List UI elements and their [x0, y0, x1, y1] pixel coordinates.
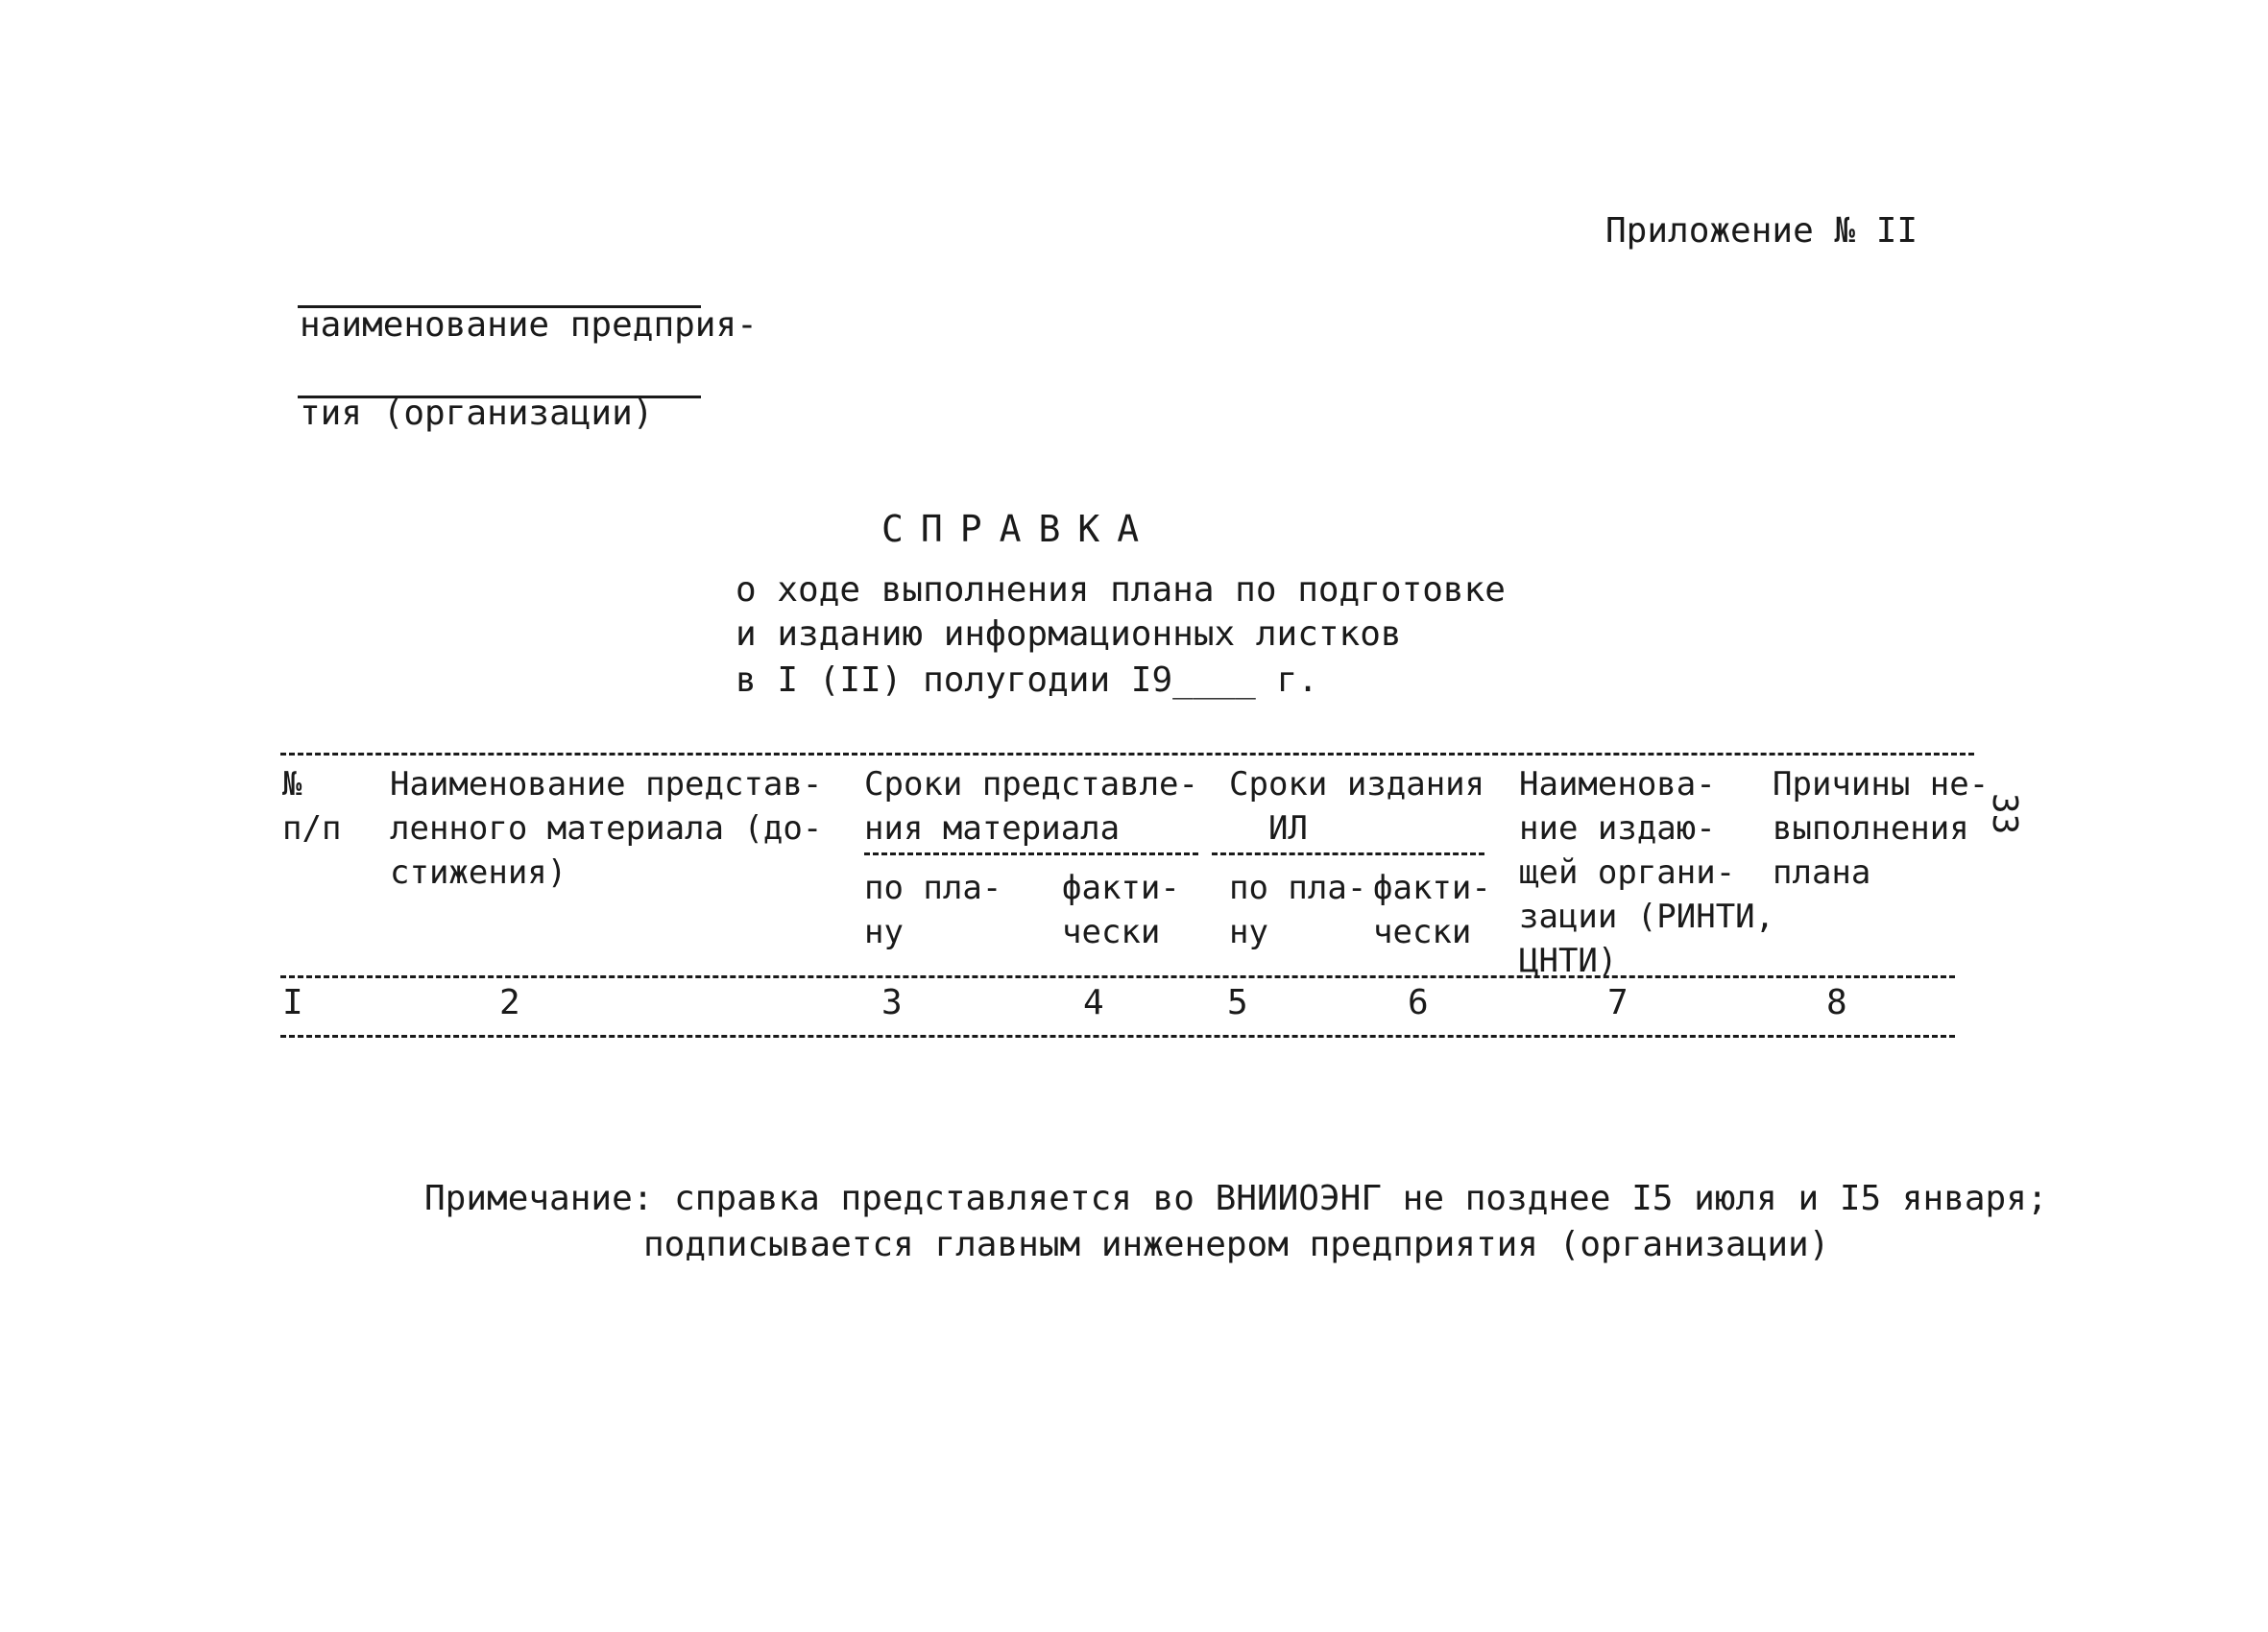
header-col5: по пла- ну — [1229, 869, 1367, 951]
header-col7: Наименова- ние издаю- щей органи- зации (РИНТИ, ЦНТИ) — [1519, 765, 1775, 980]
subheader-divider-left — [864, 852, 1198, 855]
subtitle-line2: и изданию информационных листков — [736, 614, 1402, 654]
header-col6: факти- чески — [1373, 869, 1491, 951]
table-top-border — [280, 753, 1974, 756]
subtitle-line1: о ходе выполнения плана по подготовке — [736, 570, 1506, 610]
column-number-7: 7 — [1607, 983, 1629, 1022]
note-line1: Примечание: справка представляется во ВНИИОЭНГ не позднее I5 июля и I5 января; — [424, 1179, 2048, 1218]
column-number-4: 4 — [1083, 983, 1104, 1022]
column-number-1: I — [282, 983, 303, 1022]
header-col1: № п/п — [282, 765, 342, 848]
note-line2: подписывается главным инженером предприятия (организации) — [643, 1225, 1830, 1264]
org-name-line1: наименование предприя- — [300, 305, 758, 345]
appendix-label: Приложение № II — [1605, 211, 1918, 251]
column-number-8: 8 — [1826, 983, 1847, 1022]
page-number: 33 — [1985, 793, 2024, 835]
column-number-2: 2 — [499, 983, 520, 1022]
column-number-6: 6 — [1408, 983, 1429, 1022]
column-number-5: 5 — [1227, 983, 1248, 1022]
header-col3: по пла- ну — [864, 869, 1002, 951]
header-col2: Наименование представ- ленного материала (до- стижения) — [390, 765, 823, 892]
header-col8: Причины не- выполнения плана — [1773, 765, 1990, 892]
table-bottom-border — [280, 1035, 1955, 1038]
document-title: СПРАВКА — [881, 508, 1157, 550]
header-col34: Сроки представле- ния материала — [864, 765, 1198, 848]
column-number-3: 3 — [881, 983, 903, 1022]
header-bottom-border — [280, 975, 1955, 978]
subheader-divider-right — [1212, 852, 1484, 855]
org-name-line2: тия (организации) — [300, 394, 654, 433]
subtitle-line3: в I (II) полугодии I9____ г. — [736, 660, 1318, 700]
header-col4: факти- чески — [1062, 869, 1180, 951]
header-col56: Сроки издания ИЛ — [1229, 765, 1485, 848]
